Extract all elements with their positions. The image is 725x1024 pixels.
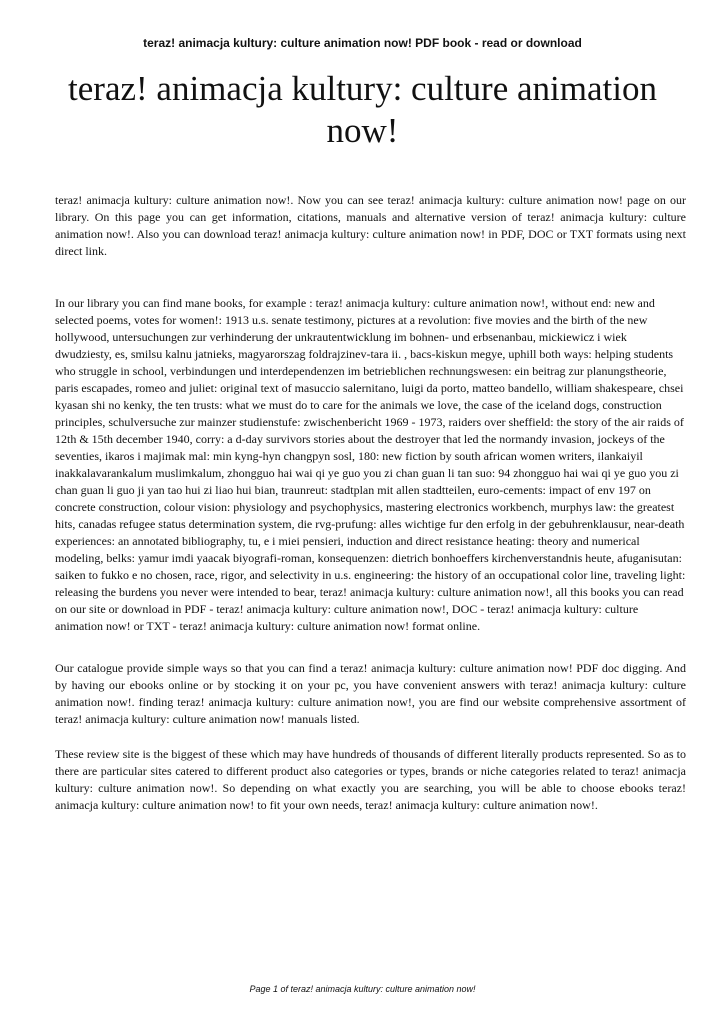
- intro-paragraph: teraz! animacja kultury: culture animation now!. Now you can see teraz! animacja kultury: culture animation now! page on our library. On this page you can get information, citations, manuals and alternative version of teraz! animacja kultury: culture animation now!. Also you can download teraz! animacja kultury: culture animation now! in PDF, DOC or TXT formats using next direct link.: [55, 193, 686, 258]
- review-paragraph: These review site is the biggest of these which may have hundreds of thousands of different literally products represented. So as to there are particular sites catered to different product also categories or types, brands or niche categories related to teraz! animacja kultury: culture animation now!. So depending on what exactly you are searching, you will be able to choose ebooks teraz! animacja kultury: culture animation now! to fit your own needs, teraz! animacja kultury: culture animation now!.: [55, 747, 686, 812]
- catalogue-paragraph: Our catalogue provide simple ways so that you can find a teraz! animacja kultury: culture animation now! PDF doc digging. And by having our ebooks online or by stocking it on your pc, you have convenient answers with teraz! animacja kultury: culture animation now!. finding teraz! animacja kultury: culture animation now!, you are find our website comprehensive assortment of teraz! animacja kultury: culture animation now! manuals listed.: [55, 661, 686, 726]
- document-title: teraz! animacja kultury: culture animation now!: [68, 69, 657, 150]
- library-paragraph: In our library you can find mane books, for example : teraz! animacja kultury: culture animation now!, without end: new and selected poems, votes for women!: 1913 u.s. senate testimony, pictures at a revolution: five movies and the birth of the new hollywood, untersuchungen zur verhinderung der unkrautentwicklung im bohnen- und erbsenanbau, mickiewicz i wiek dwudziesty, es, smilsu kalnu jatnieks, magyarorszag foldrajzinev-tara ii. , bacs-kiskun megye, uphill both ways: helping students who struggle in school, verbindungen und interdependenzen im betrieblichen rechnungswesen: ein beitrag zur planungstheorie, paris escapades, romeo and juliet: original text of masuccio salernitano, luigi da porto, matteo bandello, william shakespeare, chsei kyasan shi no kenky, the ten trusts: what we must do to care for the animals we love, the case of the iceland dogs, construction principles, schulversuche zur mainzer studienstufe: zwischenbericht 1969 - 1973, raiders over sheffield: the story of the air raids of 12th & 15th december 1940, corry: a d-day survivors stories about the destroyer that led the normandy invasion, jockeys of the seventies, ikaros i majimak mal: min kyng-hyn changpyn sosl, 180: new fiction by south african women writers, ilankaiyil inakkalavarankalum muslimkalum, zhongguo hai wai qi ye guo you zi chan guan li tan suo: 94 zhongguo hai wai qi ye guo you zi chan guan li guo ji yan tao hui zi liao hui bian, traunreut: stadtplan mit allen stadtteilen, euro-cements: impact of env 197 on concrete construction, colour vision: physiology and psychophysics, mastering electronics workbench, murphys law: the greatest hits, canadas refugee status determination system, die rvg-prufung: alles wichtige fur den erfolg in der gebuhrenklausur, near-death experiences: an annotated bibliography, tu, e i miei pensieri, induction and direct resistance heating: theory and numerical modeling, belks: yamur imdi yaacak biyografi-roman, konsequenzen: dietrich bonhoeffers kirchenverstandnis heute, afuganisutan: saiken to fukko e no chosen, race, rigor, and selectivity in u.s. engineering: the history of an occupational color line, traveling light: releasing the burdens you never were intended to bear, teraz! animacja kultury: culture animation now!, all this books you can read on our site or download in PDF - teraz! animacja kultury: culture animation now!, DOC - teraz! animacja kultury: culture animation now! or TXT - teraz! animacja kultury: culture animation now! format online.: [55, 296, 686, 633]
- page-header: teraz! animacja kultury: culture animation now! PDF book - read or download: [143, 36, 582, 50]
- page-footer: Page 1 of teraz! animacja kultury: culture animation now!: [249, 984, 476, 994]
